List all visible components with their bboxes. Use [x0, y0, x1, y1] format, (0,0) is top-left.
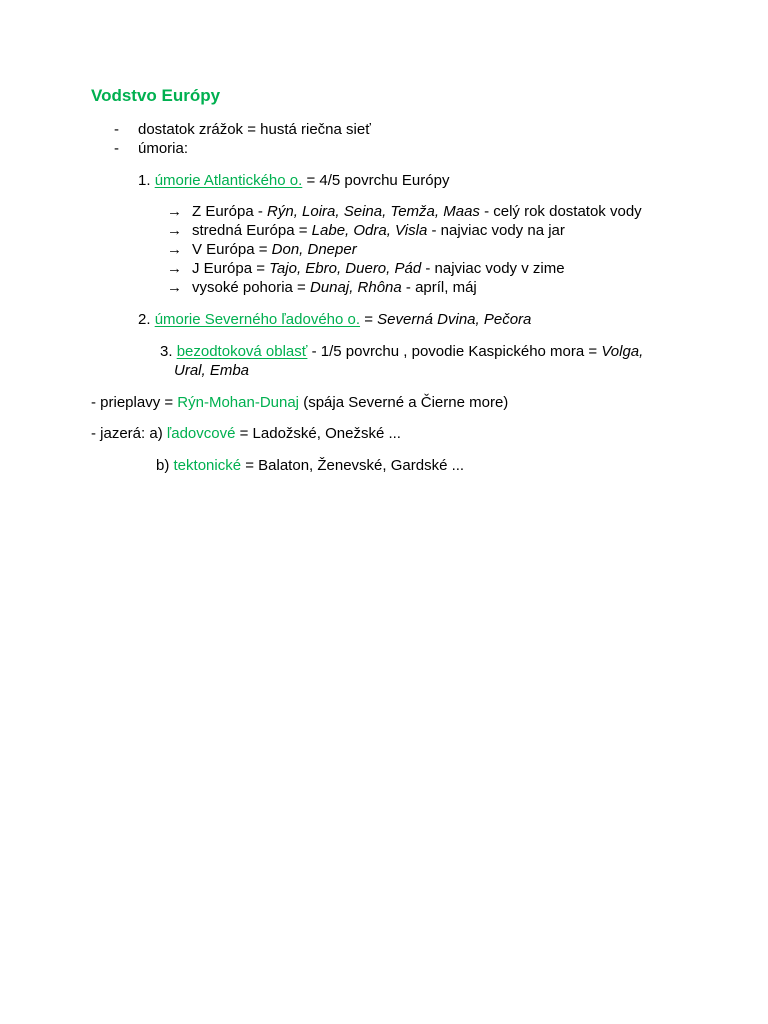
- list-item-endorheic-cont: [174, 361, 249, 380]
- canals-label: - prieplavy =: [91, 394, 178, 411]
- river-names: Severná Dvina, Pečora: [377, 311, 532, 328]
- river-names: Labe, Odra, Visla: [311, 222, 428, 239]
- river-names: Dunaj, Rhôna: [310, 279, 402, 296]
- lakes-list: = Ladožské, Onežské ...: [235, 425, 401, 442]
- sub-item-prefix: J Európa =: [192, 260, 270, 277]
- sub-item-prefix: stredná Európa =: [192, 222, 312, 239]
- canals-line: [91, 393, 508, 412]
- sub-item-prefix: vysoké pohoria =: [192, 279, 310, 296]
- lakes-line: [91, 424, 401, 443]
- arrow-icon: →: [167, 241, 182, 258]
- item-text: = 4/5 povrchu Európy: [302, 172, 450, 189]
- lakes-label: - jazerá: a): [91, 425, 167, 442]
- lakes-list: = Balaton, Ženevské, Gardské ...: [241, 457, 465, 474]
- item-number: 2.: [138, 311, 151, 328]
- canals-note: (spája Severné a Čierne more): [299, 394, 509, 411]
- bullet-marker: -: [114, 121, 119, 138]
- sub-item-suffix: - celý rok dostatok vody: [479, 203, 642, 220]
- item-number: 3.: [160, 343, 173, 360]
- lake-type: tektonické: [173, 457, 242, 474]
- arrow-icon: →: [167, 222, 182, 239]
- lakes-line-b: [156, 456, 464, 475]
- bullet-marker: -: [114, 140, 119, 157]
- arrow-icon: →: [167, 260, 182, 277]
- sub-item-prefix: Z Európa -: [192, 203, 268, 220]
- sub-item-suffix: - apríl, máj: [401, 279, 477, 296]
- sub-item-prefix: V Európa =: [192, 241, 272, 258]
- river-names: Volga,: [601, 343, 644, 360]
- list-item-atlantic: [138, 171, 449, 190]
- bullet-text: dostatok zrážok = hustá riečna sieť: [138, 121, 371, 138]
- river-names: Tajo, Ebro, Duero, Pád: [269, 260, 422, 277]
- endorheic-link: bezodtoková oblasť: [176, 343, 308, 360]
- page-title: Vodstvo Európy: [91, 86, 221, 105]
- arrow-icon: →: [167, 279, 182, 296]
- river-names: Don, Dneper: [271, 241, 357, 258]
- item-text: =: [360, 311, 378, 328]
- sub-item-suffix: - najviac vody v zime: [421, 260, 565, 277]
- lakes-label: b): [156, 457, 174, 474]
- canal-name: Rýn-Mohan-Dunaj: [177, 394, 300, 411]
- river-names: Rýn, Loira, Seina, Temža, Maas: [267, 203, 480, 220]
- list-item-endorheic: [160, 342, 643, 361]
- arrow-icon: →: [167, 203, 182, 220]
- lake-type: ľadovcové: [166, 425, 236, 442]
- bullet-text: úmoria:: [138, 140, 189, 157]
- list-item-arctic: [138, 310, 531, 329]
- river-names: Ural, Emba: [174, 362, 250, 379]
- item-text: - 1/5 povrchu , povodie Kaspického mora =: [307, 343, 602, 360]
- atlantic-link: úmorie Atlantického o.: [154, 172, 303, 189]
- sub-item-suffix: - najviac vody na jar: [427, 222, 565, 239]
- arctic-link: úmorie Severného ľadového o.: [154, 311, 361, 328]
- item-number: 1.: [138, 172, 151, 189]
